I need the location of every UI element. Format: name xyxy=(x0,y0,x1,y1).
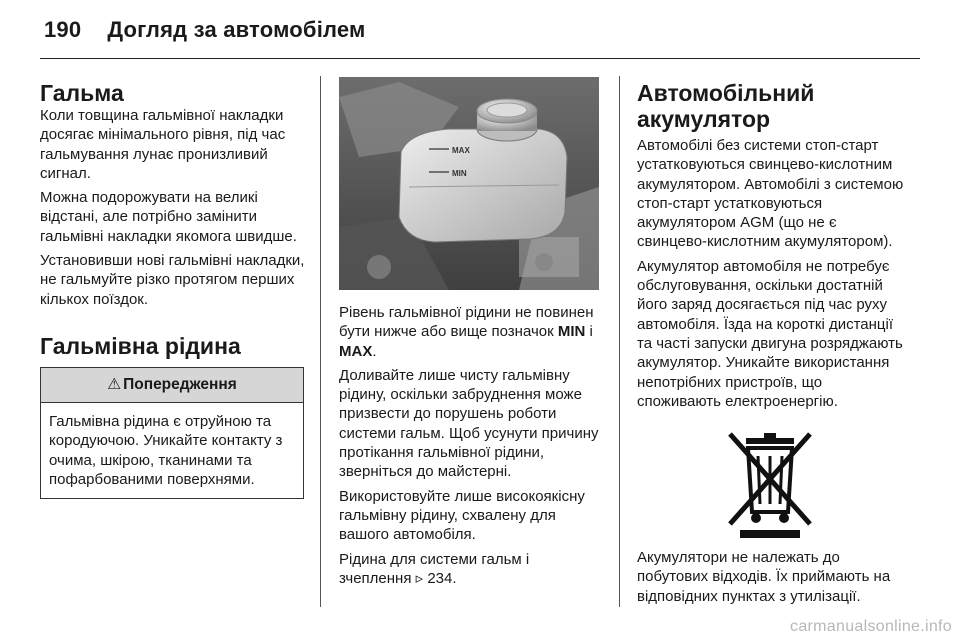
brakes-paragraph-1: Коли товщина гальмівної накладки досягає мінімального рівня, під час гальмування лунає пронизливий сигнал. xyxy=(40,107,286,182)
fluid-reference-paragraph xyxy=(339,550,605,589)
section-heading-brake-fluid: Гальмівна рідина xyxy=(40,333,241,359)
header-rule xyxy=(40,58,920,59)
fluid-quality-paragraph: Використовуйте лише високоякісну гальмівну рідину, схвалену для вашого автомобіля. xyxy=(339,487,585,544)
section-heading-brakes: Гальма xyxy=(40,80,124,106)
middle-column xyxy=(339,303,605,593)
period: . xyxy=(372,342,377,360)
fluid-level-text: Рівень гальмівної рідини не повинен бути нижче або вище позначок xyxy=(339,304,594,341)
page-reference[interactable]: 234. xyxy=(423,569,457,587)
battery-paragraph-1: Автомобілі без системи стоп-старт устатковуються свинцево-кислотним акумулятором. Автомобілі з системою стоп-старт устатковуються акумулятором AGM (що не є свинцево-кислотним акумулятором). xyxy=(637,137,904,251)
warning-header xyxy=(41,368,303,403)
max-mark: MAX xyxy=(339,342,373,360)
battery-paragraph-2: Акумулятор автомобіля не потребує обслуговування, оскільки достатній його заряд досягається під час руху автомобіля. Їзда на короткі дистанції та часті запуски двигуна розряджають акумулятор. Уникайте використання непотрібних пристроїв, що споживають електроенергію. xyxy=(637,257,903,410)
photo-max-label: MAX xyxy=(452,146,470,155)
battery-paragraph-3: Акумулятори не належать до побутових відходів. Їх приймають на відповідних пунктах з утилізації. xyxy=(637,549,891,605)
fluid-clean-paragraph: Доливайте лише чисту гальмівну рідину, оскільки забруднення може призвести до порушень роботи системи гальм. Щоб усунути причину протікання гальмівної рідини, зверніться до майстерні. xyxy=(339,366,599,481)
warning-title: Попередження xyxy=(123,376,237,393)
disposal-note xyxy=(637,548,905,611)
min-mark: MIN xyxy=(557,323,586,341)
fluid-level-paragraph xyxy=(339,303,605,361)
brakes-paragraph-2: Можна подорожувати на великі відстані, але потрібно замінити гальмівні накладки якомога швидше. xyxy=(40,189,297,245)
left-column xyxy=(40,80,306,314)
page-header xyxy=(44,17,366,43)
fluid-reference-text: Рідина для системи гальм і зчеплення xyxy=(339,550,530,587)
right-column xyxy=(637,80,905,416)
brakes-paragraph-3: Установивши нові гальмівні накладки, не гальмуйте різко протягом перших кількох поїздок. xyxy=(40,252,305,308)
warning-text: Гальмівна рідина є отруйною та кородуючою. Уникайте контакту з очима, шкірою, тканинами та пофарбованими поверхнями. xyxy=(49,413,283,488)
brake-fluid-reservoir-photo xyxy=(339,77,599,290)
reference-arrow-icon[interactable]: ▹ xyxy=(415,569,424,587)
page-number: 190 xyxy=(44,17,82,42)
crossed-out-wheelie-bin-icon xyxy=(718,428,822,540)
column-divider-left xyxy=(320,76,321,607)
conjunction: і xyxy=(585,323,593,341)
column-divider-right xyxy=(619,76,620,607)
warning-box xyxy=(40,367,304,499)
chapter-title: Догляд за автомобілем xyxy=(107,17,366,42)
section-heading-battery: Автомобільний акумулятор xyxy=(637,80,815,132)
warning-icon: ⚠ xyxy=(107,376,122,393)
watermark: carmanualsonline.info xyxy=(790,618,952,635)
photo-min-label: MIN xyxy=(452,169,467,178)
